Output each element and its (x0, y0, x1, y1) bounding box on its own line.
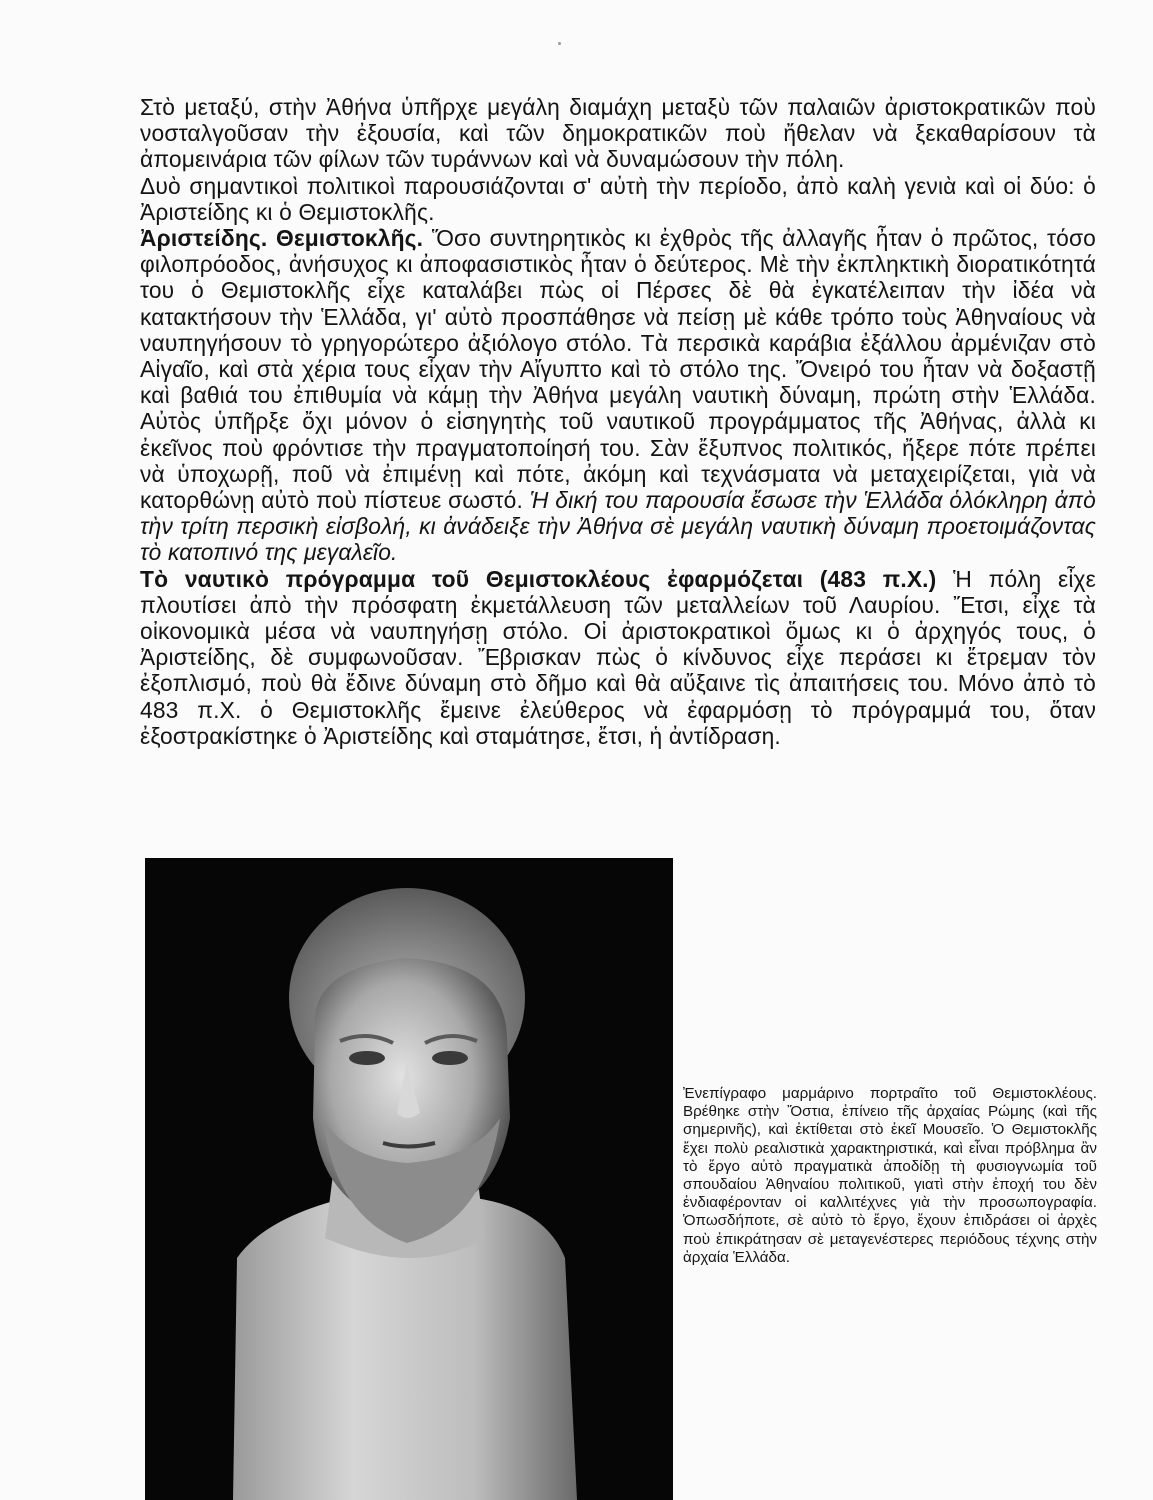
photo-caption (683, 1085, 1097, 1267)
caption-text: Ἐνεπίγραφο μαρμάρινο πορτραῖτο τοῦ Θεμιστοκλέους. Βρέθηκε στὴν Ὄστια, ἐπίνειο τῆς ἀρχαίας Ρώμης (καὶ τῆς σημερινῆς), καὶ ἐκτίθεται στὸ ἐκεῖ Μουσεῖο. Ὁ Θεμιστοκλῆς ἔχει πολὺ ρεαλιστικὰ χαρακτηριστικά, καὶ εἶναι πρόβλημα ἂν τὸ ἔργο αὐτὸ πραγματικὰ ἀποδίδῃ τὴ φυσιογνωμία τοῦ σπουδαίου Ἀθηναίου πολιτικοῦ, γιατὶ στὴν ἐποχή του δὲν ἐνδιαφέρονταν οἱ καλλιτέχνες γιὰ τὴν προσωπογραφία. Ὁπωσδήποτε, σὲ αὐτὸ τὸ ἔργο, ἔχουν ἐπιδράσει οἱ ἀρχὲς ποὺ ἐπικράτησαν σὲ μεταγενέστερες περιόδους τέχνης στὴν ἀρχαία Ἑλλάδα. (683, 1085, 1097, 1266)
paragraph-4 (140, 566, 1096, 749)
paragraph-3 (140, 225, 1096, 566)
marble-bust-icon (145, 858, 673, 1500)
bust-photo (145, 858, 673, 1500)
heading-aristeides-themistokles: Ἀριστείδης. Θεμιστοκλῆς. (140, 225, 424, 252)
paragraph-1: Στὸ μεταξύ, στὴν Ἀθήνα ὑπῆρχε μεγάλη διαμάχη μεταξὺ τῶν παλαιῶν ἀριστοκρατικῶν ποὺ νοσταλγοῦσαν τὴν ἐξουσία, καὶ τῶν δημοκρατικῶν ποὺ ἤθελαν νὰ ξεκαθαρίσουν τὰ ἀπομεινάρια τῶν φίλων τῶν τυράννων καὶ νὰ δυναμώσουν τὴν πόλη. (140, 94, 1096, 173)
main-text (140, 94, 1096, 749)
paragraph-3-italic: Ἡ δική του παρουσία ἔσωσε τὴν Ἑλλάδα ὁλόκληρη ἀπὸ τὴν τρίτη περσικὴ εἰσβολή, κι ἀνάδειξε τὴν Ἀθήνα σὲ μεγάλη ναυτικὴ δύναμη προετοιμάζοντας τὸ κατοπινό της μεγαλεῖο. (140, 487, 1096, 566)
paragraph-2: Δυὸ σημαντικοὶ πολιτικοὶ παρουσιάζονται σ' αὐτὴ τὴν περίοδο, ἀπὸ καλὴ γενιὰ καὶ οἱ δύο: ὁ Ἀριστείδης κι ὁ Θεμιστοκλῆς. (140, 172, 1096, 225)
paper-speck (558, 42, 561, 45)
paragraph-4-text: Ἡ πόλη εἶχε πλουτίσει ἀπὸ τὴν πρόσφατη ἐκμετάλλευση τῶν μεταλλείων τοῦ Λαυρίου. Ἔτσι, εἶχε τὰ οἰκονομικὰ μέσα νὰ ναυπηγήσῃ στόλο. Οἱ ἀριστοκρατικοὶ ὅμως κι ὁ ἀρχηγός τους, ὁ Ἀριστείδης, δὲ συμφωνοῦσαν. Ἔβρισκαν πὼς ὁ κίνδυνος εἶχε περάσει κι ἔτρεμαν τὸν ἐξοπλισμό, ποὺ θὰ ἔδινε δύναμη στὸ δῆμο καὶ θὰ αὔξαινε τὶς ἀπαιτήσεις του. Μόνο ἀπὸ τὸ 483 π.Χ. ὁ Θεμιστοκλῆς ἔμεινε ἐλεύθερος νὰ ἐφαρμόσῃ τὸ πρόγραμμά του, ὅταν ἐξοστρακίστηκε ὁ Ἀριστείδης καὶ σταμάτησε, ἔτσι, ἡ ἀντίδραση. (140, 565, 1096, 749)
heading-naval-program: Τὸ ναυτικὸ πρόγραμμα τοῦ Θεμιστοκλέους ἐφαρμόζεται (483 π.Χ.) (140, 565, 937, 592)
paragraph-3-text: Ὅσο συντηρητικὸς κι ἐχθρὸς τῆς ἀλλαγῆς ἦταν ὁ πρῶτος, τόσο φιλοπρόοδος, ἀνήσυχος κι ἀποφασιστικὸς ἦταν ὁ δεύτερος. Μὲ τὴν ἐκπληκτικὴ διορατικότητά του ὁ Θεμιστοκλῆς εἶχε καταλάβει πὼς οἱ Πέρσες δὲ θὰ ἐγκατέλειπαν τὴν ἰδέα νὰ κατακτήσουν τὴν Ἑλλάδα, γι' αὐτὸ προσπάθησε νὰ πείσῃ μὲ κάθε τρόπο τοὺς Ἀθηναίους νὰ ναυπηγήσουν τὸ γρηγορώτερο ἀξιόλογο στόλο. Τὰ περσικὰ καράβια ἐξάλλου ἀρμένιζαν στὸ Αἰγαῖο, καὶ στὰ χέρια τους εἶχαν τὴν Αἴγυπτο καὶ τὸ στόλο της. Ὄνειρό του ἦταν νὰ δοξαστῇ καὶ βαθιά του ἐπιθυμία νὰ κάμῃ τὴν Ἀθήνα μεγάλη ναυτικὴ δύναμη, πρώτη στὴν Ἑλλάδα. Αὐτὸς ὑπῆρξε ὄχι μόνον ὁ εἰσηγητὴς τοῦ ναυτικοῦ προγράμματος τῆς Ἀθήνας, ἀλλὰ κι ἐκεῖνος ποὺ φρόντισε τὴν πραγματοποίησή του. Σὰν ἔξυπνος πολιτικός, ἤξερε πότε πρέπει νὰ ὑποχωρῇ, ποῦ νὰ ἐπιμένῃ καὶ πότε, ἀκόμη καὶ τεχνάσματα νὰ μεταχειρίζεται, γιὰ νὰ κατορθώνῃ αὐτὸ ποὺ πίστευε σωστό. (140, 225, 1096, 514)
